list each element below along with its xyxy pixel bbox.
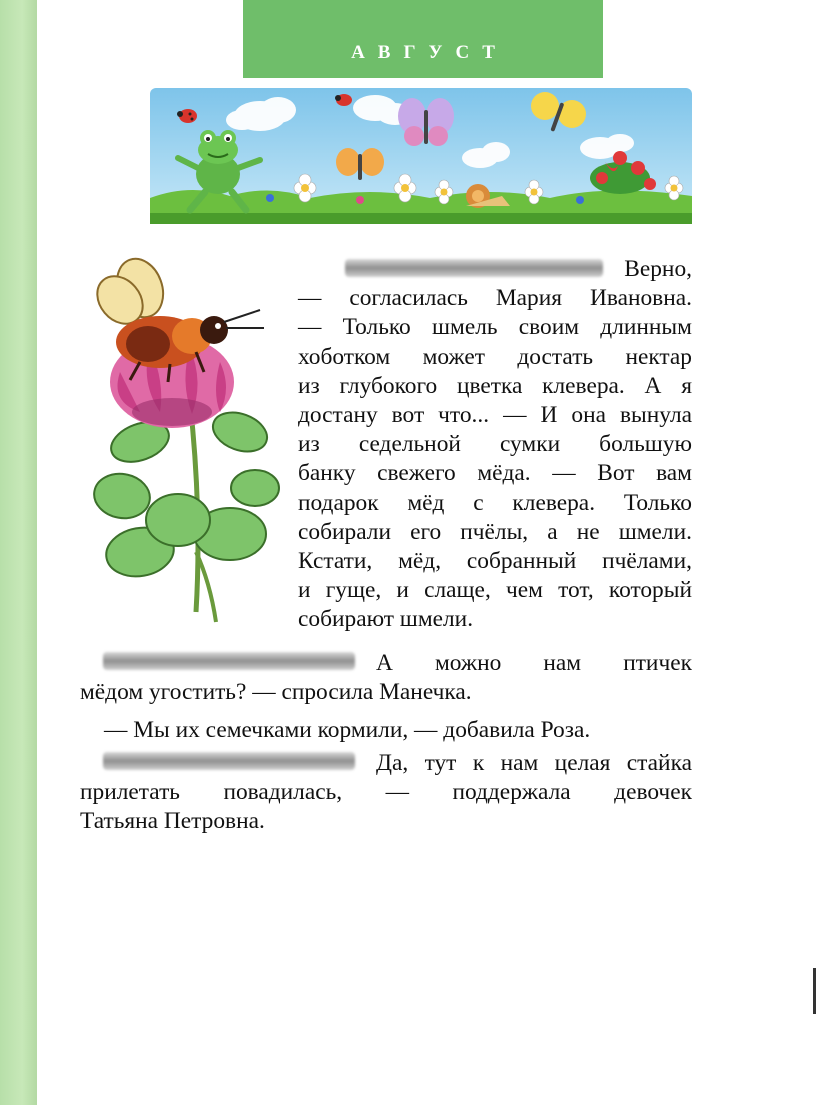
bumblebee-icon [88, 252, 264, 382]
text-line: Верно, [624, 256, 692, 282]
side-color-strip [0, 0, 37, 1105]
text-line: подарок мёд с клевера. Только [298, 489, 692, 516]
text-line: из седельной сумки большую [298, 431, 692, 458]
month-title: АВГУСТ [351, 42, 508, 63]
text-line: и гуще, и слаще, чем тот, который [298, 577, 692, 604]
text-line: А можно нам птичек [376, 650, 692, 676]
text-line: хоботком может достать нектар [298, 343, 692, 370]
text-line: Да, тут к нам целая стайка [376, 750, 692, 776]
text-line: мёдом угостить? — спросила Манечка. [80, 679, 472, 706]
text-line: из глубокого цветка клевера. А я [298, 372, 692, 399]
paragraph-4 [80, 749, 692, 837]
text-line: Кстати, мёд, собранный пчёлами, [298, 547, 692, 574]
text-line: банку свежего мёда. — Вот вам [298, 460, 692, 487]
text-line: собирают шмели. [298, 606, 474, 633]
bumblebee-clover-illustration [80, 252, 292, 636]
text-line: собирали его пчёлы, а не шмели. [298, 518, 692, 545]
text-line: — Мы их семечками кормили, — добавила Роза. [104, 717, 591, 743]
paragraph-3 [80, 716, 692, 745]
paragraph-2 [80, 649, 692, 707]
banner-illustration [150, 88, 692, 224]
text-line: прилетать повадилась, — поддержала девочек [80, 779, 692, 806]
text-line: Татьяна Петровна. [80, 808, 265, 835]
month-header [243, 0, 603, 78]
text-line: — согласилась Мария Ивановна. [298, 285, 692, 312]
text-line: — Только шмель своим длинным [298, 314, 692, 341]
text-line: достану вот что... — И она вынула [298, 401, 692, 428]
paragraph-1 [298, 255, 692, 634]
